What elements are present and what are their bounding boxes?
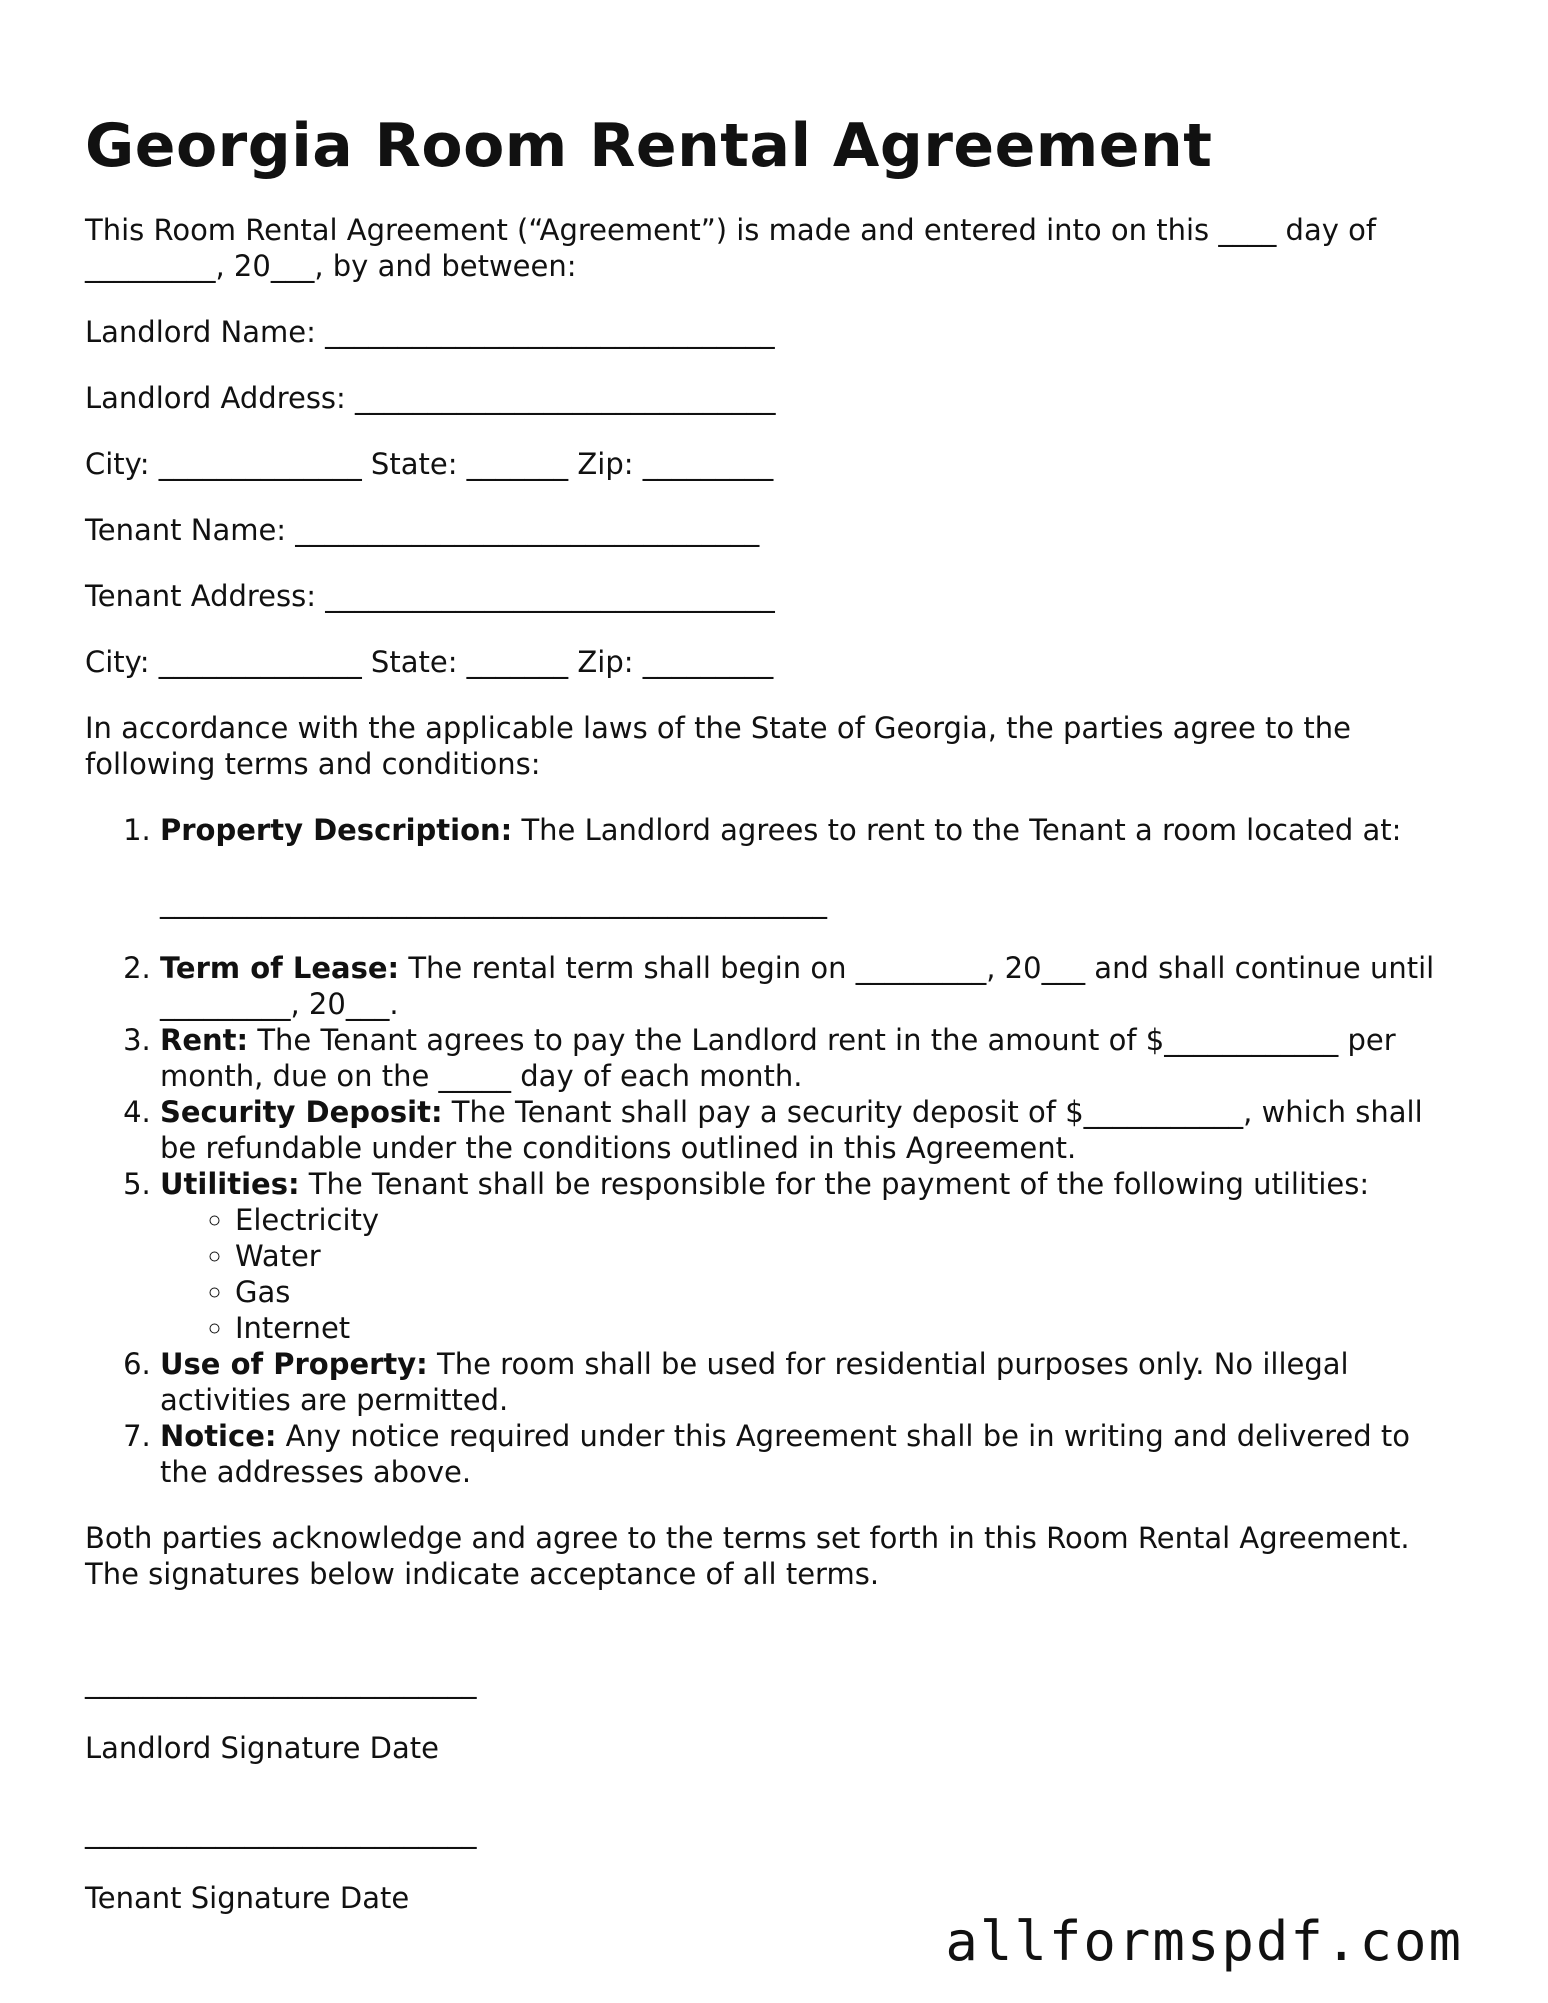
property-address-blank[interactable]: ______________________________________________ bbox=[160, 885, 827, 919]
term-item-rent bbox=[160, 1022, 1465, 1094]
term-heading: Property Description: bbox=[160, 813, 513, 847]
term-heading: Rent: bbox=[160, 1023, 249, 1057]
term-item-utilities bbox=[160, 1166, 1465, 1346]
landlord-signature-label: Landlord Signature Date bbox=[85, 1731, 439, 1765]
term-item-security-deposit bbox=[160, 1094, 1465, 1166]
landlord-name-field[interactable]: Landlord Name: _______________________________ bbox=[85, 315, 775, 349]
utility-item: ◦ Internet bbox=[235, 1310, 1465, 1346]
term-text: Any notice required under this Agreement shall be in writing and delivered to the addresses above. bbox=[160, 1419, 1410, 1489]
closing-paragraph: Both parties acknowledge and agree to the terms set forth in this Room Rental Agreement. The signatures below indicate acceptance of all terms. bbox=[85, 1521, 1410, 1591]
document-title: Georgia Room Rental Agreement bbox=[85, 111, 1213, 181]
term-text: The Landlord agrees to rent to the Tenant a room located at: bbox=[512, 813, 1402, 847]
term-item-notice bbox=[160, 1418, 1465, 1490]
term-heading: Term of Lease: bbox=[160, 951, 400, 985]
terms-list bbox=[85, 812, 1465, 1490]
utilities-list bbox=[160, 1202, 1465, 1346]
landlord-address-field[interactable]: Landlord Address: _____________________________ bbox=[85, 381, 776, 415]
term-text: The Tenant shall be responsible for the payment of the following utilities: bbox=[299, 1167, 1370, 1201]
term-heading: Use of Property: bbox=[160, 1347, 428, 1381]
term-text: The Tenant agrees to pay the Landlord rent in the amount of $____________ per month, due on the _____ day of each month. bbox=[160, 1023, 1396, 1093]
landlord-signature-line[interactable]: ___________________________ bbox=[85, 1665, 477, 1699]
landlord-city-state-zip-field[interactable]: City: ______________ State: _______ Zip: _________ bbox=[85, 447, 774, 481]
term-text: The Tenant shall pay a security deposit of $___________, which shall be refundable under the conditions outlined in this Agreement. bbox=[160, 1095, 1423, 1165]
tenant-signature-label: Tenant Signature Date bbox=[85, 1881, 410, 1915]
term-item-term-of-lease bbox=[160, 950, 1465, 1022]
tenant-signature-line[interactable]: ___________________________ bbox=[85, 1815, 477, 1849]
term-text: The rental term shall begin on _________, 20___ and shall continue until _________, 20___. bbox=[160, 951, 1435, 1021]
tenant-name-field[interactable]: Tenant Name: ________________________________ bbox=[85, 513, 760, 547]
term-heading: Utilities: bbox=[160, 1167, 300, 1201]
term-heading: Security Deposit: bbox=[160, 1095, 443, 1129]
term-text: The room shall be used for residential purposes only. No illegal activities are permitted. bbox=[160, 1347, 1349, 1417]
tenant-address-field[interactable]: Tenant Address: _______________________________ bbox=[85, 579, 775, 613]
term-item-use-of-property bbox=[160, 1346, 1465, 1418]
watermark-logo: allformspdf.com bbox=[945, 1910, 1463, 1973]
utility-item: ◦ Water bbox=[235, 1238, 1465, 1274]
preamble-paragraph: In accordance with the applicable laws of the State of Georgia, the parties agree to the following terms and conditions: bbox=[85, 711, 1351, 781]
term-item-property-description bbox=[160, 812, 1465, 920]
utility-item: ◦ Electricity bbox=[235, 1202, 1465, 1238]
document-page bbox=[85, 104, 1465, 1964]
term-heading: Notice: bbox=[160, 1419, 277, 1453]
intro-paragraph: This Room Rental Agreement (“Agreement”) is made and entered into on this ____ day of _________, 20___, by and between: bbox=[85, 213, 1377, 283]
utility-item: ◦ Gas bbox=[235, 1274, 1465, 1310]
tenant-city-state-zip-field[interactable]: City: ______________ State: _______ Zip: _________ bbox=[85, 645, 774, 679]
